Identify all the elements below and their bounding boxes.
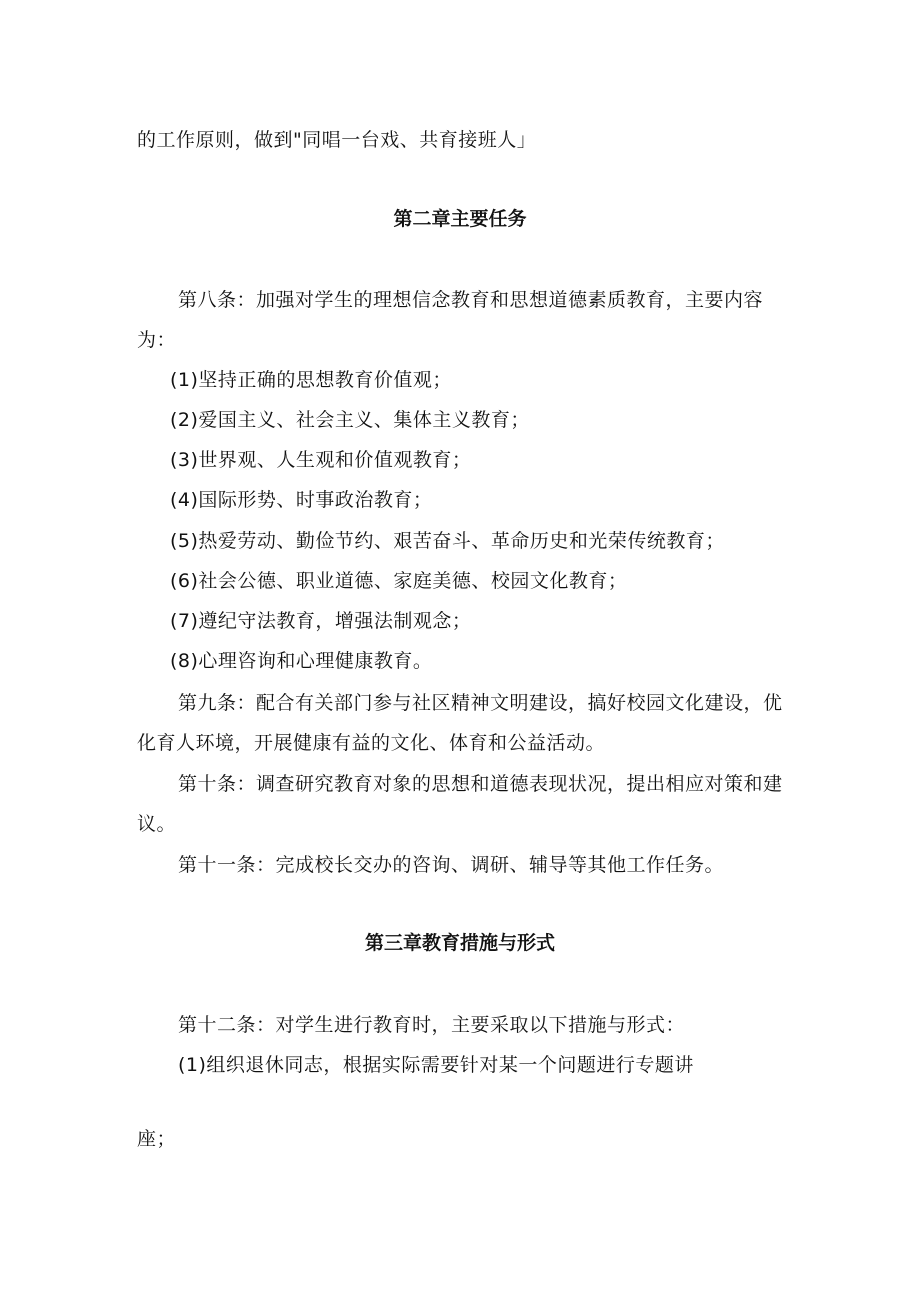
article-10-line-1: 第十条：调查研究教育对象的思想和道德表现状况，提出相应对策和建 bbox=[178, 773, 783, 795]
list-item-1: (1)坚持正确的思想教育价值观； bbox=[170, 369, 452, 391]
text-line-top: 的工作原则，做到"同唱一台戏、共育接班人」 bbox=[137, 129, 537, 151]
list-item-5: (5)热爱劳动、勤俭节约、艰苦奋斗、革命历史和光荣传统教育； bbox=[170, 530, 725, 552]
list-item-3: (3)世界观、人生观和价值观教育； bbox=[170, 449, 472, 471]
article-12: 第十二条：对学生进行教育时，主要采取以下措施与形式： bbox=[178, 1014, 686, 1036]
chapter-3-item-1-line-1: (1)组织退休同志，根据实际需要针对某一个问题进行专题讲 bbox=[178, 1054, 694, 1076]
chapter-3-heading: 第三章教育措施与形式 bbox=[364, 932, 555, 954]
article-8-line-1: 第八条：加强对学生的理想信念教育和思想道德素质教育，主要内容 bbox=[178, 289, 764, 311]
list-item-7: (7)遵纪守法教育，增强法制观念； bbox=[170, 610, 472, 632]
list-item-4: (4)国际形势、时事政治教育； bbox=[170, 489, 433, 511]
list-item-6: (6)社会公德、职业道德、家庭美德、校园文化教育； bbox=[170, 570, 628, 592]
list-item-8: (8)心理咨询和心理健康教育。 bbox=[170, 650, 433, 672]
chapter-3-item-1-line-2: 座； bbox=[137, 1128, 177, 1150]
article-10-line-2: 议。 bbox=[137, 813, 177, 835]
list-item-2: (2)爱国主义、社会主义、集体主义教育； bbox=[170, 409, 530, 431]
article-8-line-2: 为： bbox=[137, 329, 177, 351]
chapter-2-heading: 第二章主要任务 bbox=[393, 208, 527, 230]
article-9-line-1: 第九条：配合有关部门参与社区精神文明建设，搞好校园文化建设，优 bbox=[178, 692, 783, 714]
article-11: 第十一条：完成校长交办的咨询、调研、辅导等其他工作任务。 bbox=[178, 854, 725, 876]
article-9-line-2: 化育人环境，开展健康有益的文化、体育和公益活动。 bbox=[137, 732, 606, 754]
